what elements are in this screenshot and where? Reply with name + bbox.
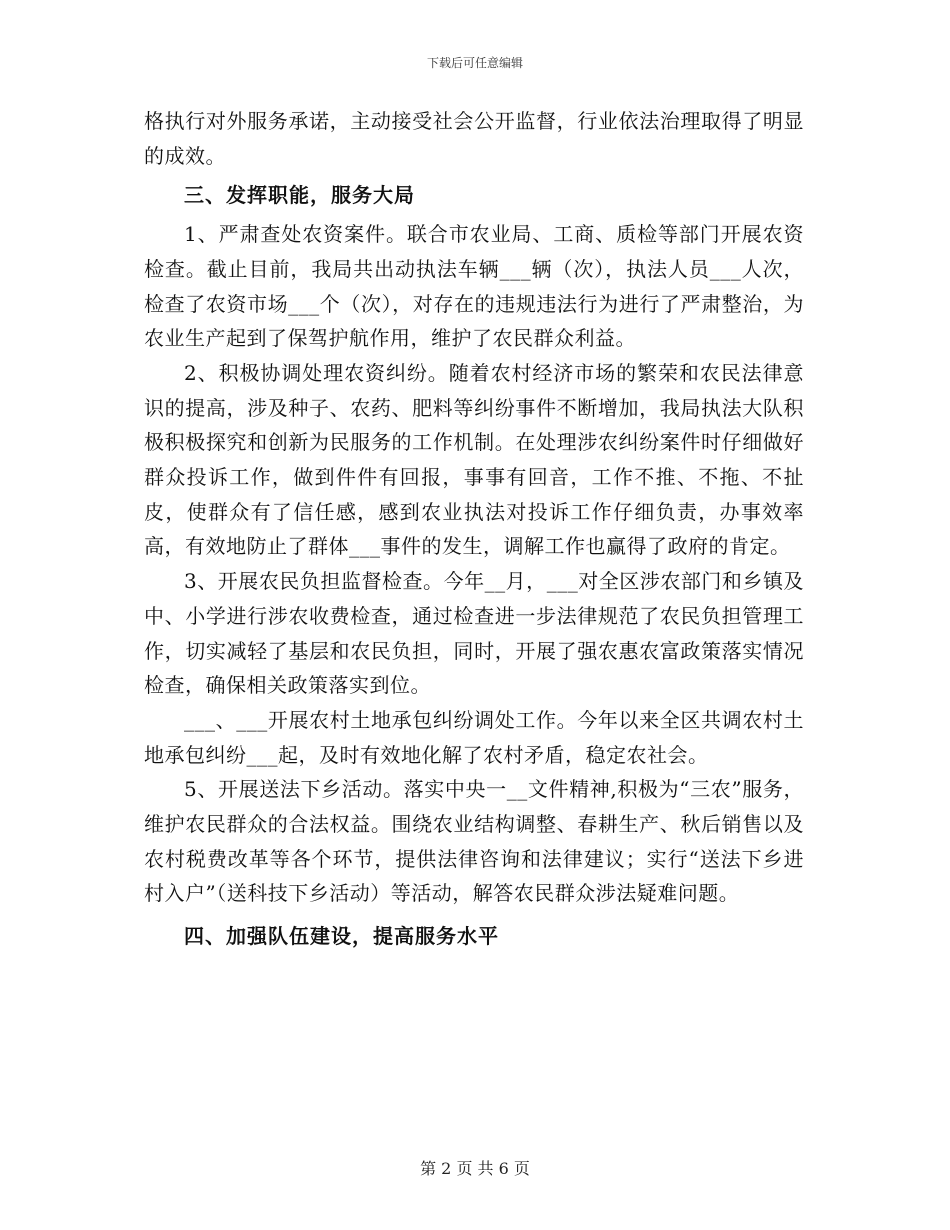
page-header-note: 下载后可任意编辑: [426, 56, 523, 70]
paragraph-item-5: 5、开展送法下乡活动。落实中央一__文件精神,积极为“三农”服务，维护农民群众的合法权益。围绕农业结构调整、春耕生产、秋后销售以及农村税费改革等各个环节，提供法律咨询和法律建议；实行“送法下乡进村入户”（送科技下乡活动）等活动，解答农民群众涉法疑难问题。: [144, 777, 804, 906]
section-heading-3: 三、发挥职能，服务大局: [184, 183, 415, 208]
paragraph-item-1: 1、严肃查处农资案件。联合市农业局、工商、质检等部门开展农资检查。截止目前，我局共出动执法车辆___辆（次），执法人员___人次，检查了农资市场___个（次），对存在的违规违法行为进行了严肃整治，为农业生产起到了保驾护航作用，维护了农民群众利益。: [144, 222, 804, 351]
page-number: 第 2 页 共 6 页: [420, 1159, 530, 1178]
paragraph-item-4: ___、___开展农村土地承包纠纷调处工作。今年以来全区共调农村土地承包纠纷___起，及时有效地化解了农村矛盾，稳定农社会。: [144, 707, 804, 767]
paragraph-item-3: 3、开展农民负担监督检查。今年__月，___对全区涉农部门和乡镇及中、小学进行涉农收费检查，通过检查进一步法律规范了农民负担管理工作，切实减轻了基层和农民负担，同时，开展了强农惠农富政策落实情况检查，确保相关政策落实到位。: [144, 569, 804, 698]
paragraph-continuation: 格执行对外服务承诺，主动接受社会公开监督，行业依法治理取得了明显的成效。: [144, 109, 804, 168]
document-body: [144, 104, 804, 958]
paragraph-item-2: 2、积极协调处理农资纠纷。随着农村经济市场的繁荣和农民法律意识的提高，涉及种子、农药、肥料等纠纷事件不断增加，我局执法大队积极积极探究和创新为民服务的工作机制。在处理涉农纠纷案件时仔细做好群众投诉工作，做到件件有回报，事事有回音，工作不推、不拖、不扯皮，使群众有了信任感，感到农业执法对投诉工作仔细负责，办事效率高，有效地防止了群体___事件的发生，调解工作也赢得了政府的肯定。: [144, 360, 804, 559]
section-heading-4: 四、加强队伍建设，提高服务水平: [184, 924, 499, 949]
